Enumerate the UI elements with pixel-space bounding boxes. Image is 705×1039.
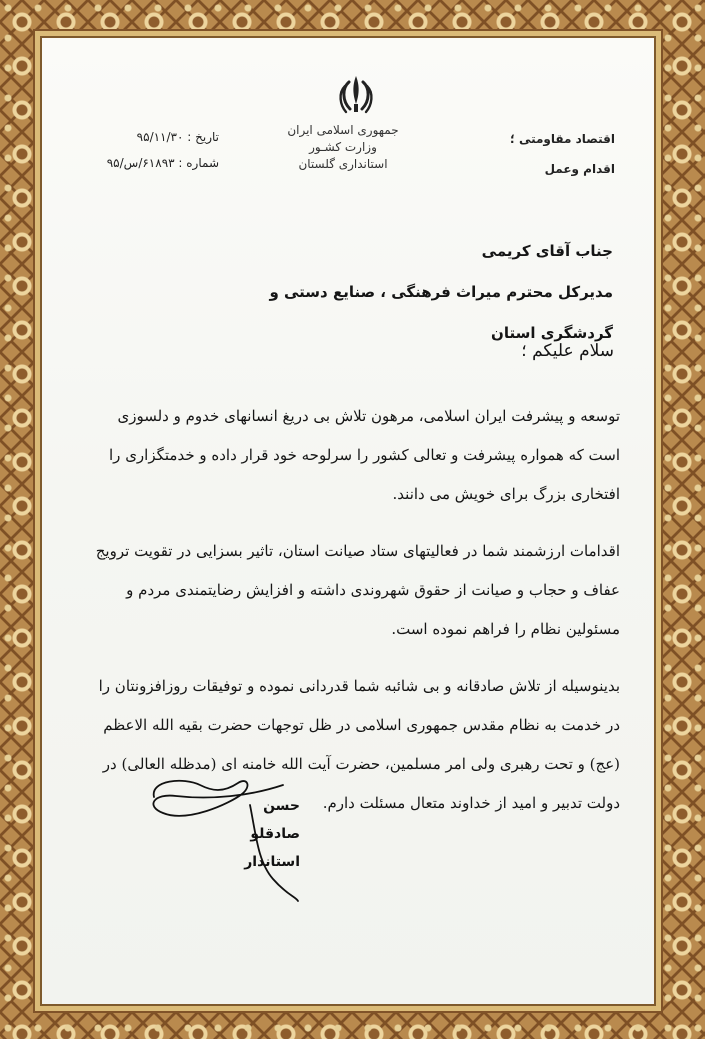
recipient-position: مدیرکل محترم میراث فرهنگی ، صنایع دستی و گردشگری استان [269, 283, 613, 342]
signature-block [210, 792, 300, 876]
slogan-line: اقدام وعمل [544, 162, 615, 176]
letter-date: تاریخ : ۹۵/۱۱/۳۰ [136, 130, 219, 144]
greeting: سلام علیکم ؛ [521, 341, 614, 361]
letter-number: شماره : ۶۱۸۹۳/س/۹۵ [106, 156, 219, 170]
iran-emblem-icon [337, 73, 375, 115]
recipient-name: جناب آقای کریمی [481, 242, 613, 260]
slogan-block [505, 124, 615, 184]
organization-line: استانداری گلستان [298, 157, 388, 171]
signer-title: استاندار [244, 854, 300, 870]
body-paragraph: توسعه و پیشرفت ایران اسلامی، مرهون تلاش بی دریغ انسانهای خدوم و دلسوزی است که همواره پیشرفت و تعالی کشور را سرلوحه خود قرار داده و خدمتگزاری را افتخاری بزرگ برای خویش می دانند. [109, 407, 620, 503]
letter-metadata [94, 124, 219, 176]
organization-line: جمهوری اسلامی ایران [287, 123, 399, 137]
organization-header [268, 122, 418, 173]
recipient-block [193, 231, 613, 354]
body-paragraph: اقدامات ارزشمند شما در فعالیتهای ستاد صیانت استان، تاثیر بسزایی در تقویت ترویج عفاف و حجاب و صیانت از حقوق شهروندی داشته و افزایش رضایتمندی مردم و مسئولین نظام را فراهم نموده است. [95, 542, 620, 638]
organization-line: وزارت کشـور [309, 140, 377, 154]
signer-name: حسن صادقلو [250, 798, 300, 842]
slogan-line: اقتصاد مقاومتی ؛ [509, 132, 615, 146]
body-paragraph: بدینوسیله از تلاش صادقانه و بی شائبه شما قدردانی نموده و توفیقات روزافزونتان را در خدمت به نظام مقدس جمهوری اسلامی در ظل توجهات حضرت بقیه الله الاعظم (عج) و تحت رهبری ولی امر مسلمین، حضرت آیت الله خامنه ای (مدظله العالی) در دولت تدبیر و امید از خداوند متعال مسئلت دارم. [98, 677, 620, 812]
